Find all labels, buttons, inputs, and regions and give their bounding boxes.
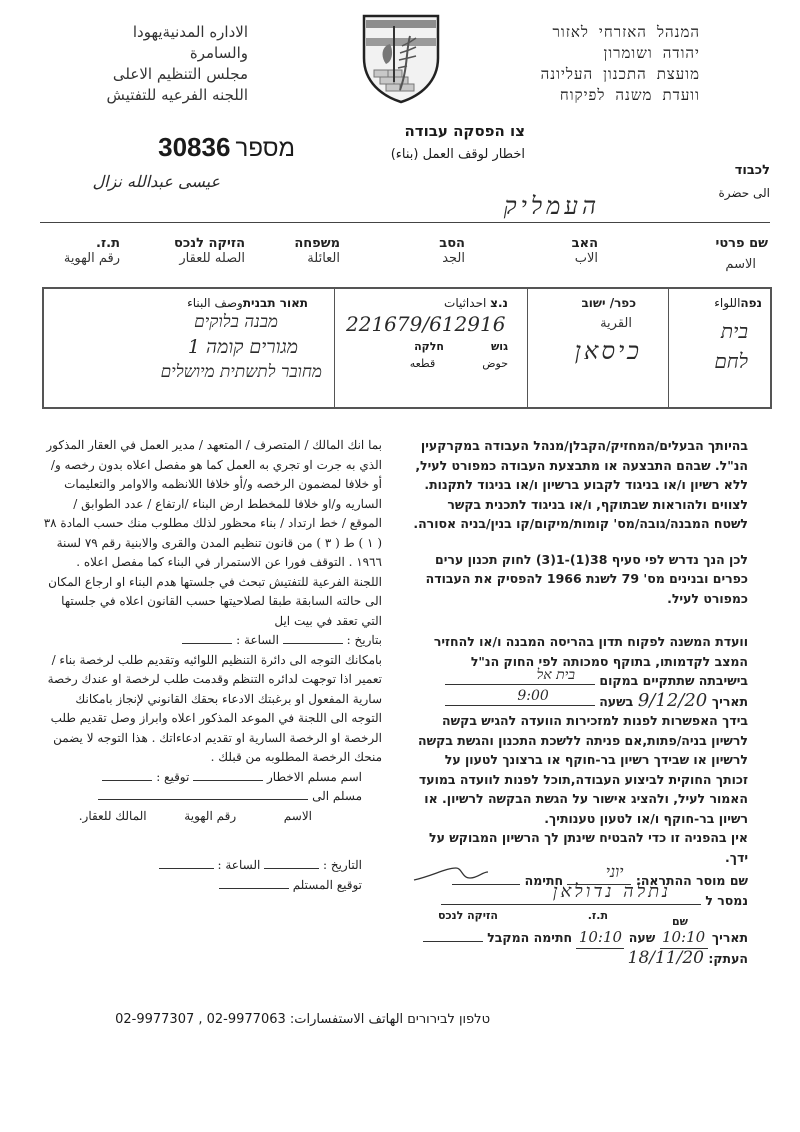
cell-village [530,296,662,366]
delivered-name-label: שם [671,915,688,928]
hebrew-para-1: בהיותך הבעלים/המחזיק/הקבלן/מנהל העבודה במקרקעין הנ"ל. שבהם התבצעה או מתבצעת העבודה כמפורט לעיל, ללא רשיון ו/או בניגוד לקבוע ברשיון ו/או בניגוד לתקנות. לצווים ולהוראות שבתוקף, ו/או בניגוד לתכנית בקשר לשטח המבנה/גובה/מס' קומות/מיקום/קו בנין/בניה אסורה. [413,438,748,531]
handwritten-district: בית לחם [714,319,748,373]
header-hebrew [440,22,700,106]
order-number-value: 30836 [158,132,231,162]
order-title-hebrew: צו הפסקה עבודה [404,122,525,140]
cell-district-label [670,296,762,310]
shield-emblem-icon [360,12,442,104]
personal-divider-top [40,222,770,223]
handwritten-delivered-to: נתלה נדולאן [552,880,671,902]
handwritten-meeting-time: 9:00 [517,687,549,704]
arabic-date-line [42,631,382,651]
cell-village-label-ar: القرية [600,316,632,331]
cell-village-label-he: כפר/ ישוב [581,296,636,310]
arabic-hour2-label: الساعة : [217,858,261,872]
hebrew-para-4: בידך האפשרות לפנות למזכירות הוועדה להגיש בקשה לרשיון בניה/פתות,אם פניתה ללשכת התכנון והגשת בקשה לרשיון או שבידך רשיון בר-חוקף או ברצונך לטעון על זכותך החוקית לביצוע העבודה,תוכל לפנות לוועדה במועד האמור לעיל, ולהציג אישור על הגשת הבקשה לרשיון. או רשיון בר-חוקף ו/או לטעון טענותיך. [418,713,748,826]
arabic-owner-label: المالك للعقار. [78,808,147,823]
meeting-place-label: בישיבתה שתתקיים במקום [599,673,748,688]
header-ar-line-4: اللجنه الفرعيه للتفتيش [106,86,248,104]
handwritten-copy-date: 18/11/20 [627,947,704,968]
header-ar-line-3: مجلس التنظيم الاعلى [112,65,248,83]
arabic-delivered-to-label: مسلم الى [312,789,362,803]
delivered-to-sublabels [412,910,748,926]
delivery-date-label: תאריך [711,930,748,945]
field-id [40,236,120,266]
field-grandfather-he: הסב [439,236,465,251]
footer-label-ar: الهاتف الاستفسارات: [289,1012,404,1027]
handwritten-coordinates: 221679/612916 [346,312,506,336]
arabic-sign-label: توقيع : [156,769,190,784]
meeting-place-field[interactable] [445,667,595,685]
arabic-para-1: بما انك المالك / المتصرف / المتعهد / مدير العمل في العقار المذكور الذي به جرت او تجري به العمل كما هو مفصل اعلاه بدون رخصه و/أو خلافا لمضمون الرخصه و/أو خلافا اللانظمه والاوامر والتعليمات الساريه و/او خلافا للمخطط ارض البناء /ارتفاع / عدد الطوابق / الموقع / خط ارتداد / بناء محظور لذلك مطلوب منك حسب المادة ٣٨ ( ١ ) ط ( ٣ ) من قانون تنظيم المدن والقرى والابنية رقم ٧٩ لسنة ١٩٦٦ . التوقف فورا عن الاستمرار في البناء كما مفصل اعلاه . [43,438,382,569]
cell-hawd-qitaa [338,357,508,370]
field-first-name-ar: الاسم [725,257,756,272]
cell-description-label-he: תאור תבנית [242,296,308,310]
field-family-he: משפחה [294,236,340,251]
handwritten-delivery-time-2: 10:10 [576,928,624,949]
handwritten-arabic-name: عيسى عبدالله نزال [92,172,220,191]
recipient-to-arabic: الى حضرة [718,186,770,200]
cell-helka-label-ar: قطعه [409,357,436,370]
location-table-divider-3 [668,289,669,407]
arabic-hour2-field[interactable] [159,856,214,869]
meeting-date-label: תאריך [711,693,748,709]
delivered-id-label: ת.ז. [587,909,608,922]
field-id-he: ת.ז. [96,236,120,251]
arabic-receiver-label: توقيع المستلم [292,877,362,892]
arabic-receiver-field[interactable] [219,876,289,889]
handwritten-delivery-time: 10:10 [660,928,708,949]
footer-label-he: טלפון לבירורים [407,1012,490,1027]
deliverer-signature-label: חתימה [524,873,564,888]
arabic-sign-field[interactable] [102,768,152,781]
field-family-ar: العائلة [307,251,340,266]
hebrew-para-2: לכן הנך נדרש לפי סעיף 38(1)-1(3) לחוק תכנון ערים כפרים ובנינים מס' 79 לשנת 1966 להפסיק את העבודה כמפורט לעיל. [425,551,748,606]
field-father-he: האב [571,236,598,251]
arabic-date2-label: التاريخ : [322,858,362,872]
handwritten-deliverer-name: יוני [605,862,624,881]
arabic-date-field[interactable] [283,631,343,644]
deliverer-signature-icon [412,862,502,882]
copy-line [412,949,748,969]
cell-building-description [48,296,328,384]
cell-description-label [48,296,308,310]
arabic-body [42,436,382,895]
arabic-delivered-to-field[interactable] [98,787,308,800]
delivered-relation-label: הזיקה לנכס [437,909,498,922]
field-grandfather-ar: الجد [442,251,465,266]
order-number-label: מספר [235,135,295,162]
header-he-line-4: וועדת משנה לפיקוח [559,86,700,104]
arabic-date2-field[interactable] [264,856,319,869]
meeting-time-field[interactable] [445,687,595,706]
header-ar-line-2: والسامرة [189,44,248,62]
field-id-ar: رقم الهوية [63,251,120,266]
meeting-date-line [412,687,748,712]
deliverer-label: שם מוסר ההתראה: [635,873,748,888]
cell-gush-label-ar: حوض [482,357,508,370]
arabic-deliverer-line [42,768,362,788]
arabic-receiver-line [42,876,362,896]
cell-district-label-he: נפה [740,296,762,310]
header-he-line-2: יהודה ושומרון [603,44,700,62]
header-he-line-3: מועצת התכנון העליונה [540,65,700,83]
cell-coordinates [338,296,522,370]
arabic-date2-line [42,856,362,876]
field-relation [155,236,245,266]
receiver-signature-label: חתימה המקבל [487,930,573,945]
copy-label: העתק: [708,950,748,966]
cell-gush-helka [338,340,508,353]
arabic-para-2: اللجنة الفرعية للتفتيش تبحث في جلستها هدم البناء او ارجاع المكان الى حالته السابقة طبقا لصلاحيتها حسب القانون اعلاه في جلستها التي تعقد في بيت ايل [48,574,382,628]
footer-phones: 02-9977307 , 02-9977063 [115,1012,286,1027]
field-first-name [688,236,768,272]
arabic-para-3: بامكانك التوجه الى دائرة التنظيم اللوائيه وتقديم طلب لرخصة بناء / تعمير اذا توجهت لدائره التنظم وقدمت طلب لرخصة او عندك رخصة سارية المفعول او برغبتك الادعاء بحقك القانوني لإنجاز بامكانك التوجه الى اللجنة في الموعد المذكور اعلاه وابراز وصل تقديم طلب الرخصة او الرخصة السارية او تقديم ادعاءاتك . هذا التوجه لا يضمن منحك الرخصة المطلوبه من قبلك . [47,652,382,764]
location-table-divider-2 [527,289,528,407]
arabic-date-label: بتاريخ : [346,633,382,647]
cell-description-label-ar: وصف البناء [187,296,243,310]
delivery-hour-label: שעה [628,930,656,945]
footer-contact [115,1012,490,1027]
handwritten-desc-line-3: מחובר לתשתית מיושלים [160,362,322,382]
meeting-time-label: בשעה [599,693,634,709]
arabic-id-label: رقم الهوية [184,808,237,823]
receiver-signature-field[interactable] [423,929,483,942]
field-relation-ar: الصله للعقار [179,251,245,266]
handwritten-meeting-place: בית אל [536,667,576,683]
arabic-time-label: الساعة : [236,633,279,647]
delivered-to-label: נמסר ל [705,892,748,908]
field-grandfather [405,236,465,266]
arabic-deliverer-field[interactable] [193,768,263,781]
arabic-deliverer-label: اسم مسلم الاخطار [267,769,362,784]
handwritten-meeting-date: 9/12/20 [637,689,708,711]
cell-coordinates-label-he: נ.צ [490,296,508,310]
arabic-delivered-sublabels [42,807,312,827]
delivery-date-line [412,928,748,949]
order-number [135,132,295,163]
handwritten-recipient-name: העמליק [503,192,600,220]
field-father-ar: الاب [574,251,598,266]
cell-gush-label-he: גוש [490,340,508,353]
field-father [538,236,598,266]
cell-coordinates-label [338,296,508,310]
arabic-delivered-to-line [42,787,362,807]
order-title-arabic: اخطار لوقف العمل (بناء) [390,147,525,162]
meeting-place-line [412,667,748,691]
handwritten-desc-line-1: מבנה בלוקים [194,312,278,332]
cell-coordinates-label-ar: احداثيات [444,296,487,310]
deliverer-signature-field[interactable] [452,872,520,885]
cell-district-label-ar: اللواء [714,296,741,310]
location-table-divider-1 [334,289,335,407]
field-relation-he: הזיקה לנכס [174,236,245,251]
recipient-to-hebrew: לכבוד [734,163,770,178]
field-first-name-he: שם פרטי [715,236,768,251]
hebrew-para-5: אין בהפניה זו כדי להבטיח שינתן לך הרשיון המבוקש על ידך. [429,830,748,865]
header-ar-line-1: الاداره المدنيةيهودا [132,23,248,41]
arabic-name-label: الاسم [283,808,312,823]
cell-district [670,296,762,376]
cell-helka-label-he: חלקה [414,340,444,353]
hebrew-body [412,436,748,968]
header-arabic [48,22,248,106]
arabic-time-field[interactable] [182,631,232,644]
field-family [270,236,340,266]
header-he-line-1: המנהל האזרחי לאזור [552,23,700,41]
handwritten-desc-line-2: מגורים קומה 1 [187,336,298,358]
hebrew-para-3: וועדת המשנה לפקוח תדון בהריסה המבנה ו/או להחזיר המצב לקדמותו, בתוקף סמכותה לפי החוק הנ"ל [433,634,748,669]
handwritten-village: כיסאן [574,337,642,365]
